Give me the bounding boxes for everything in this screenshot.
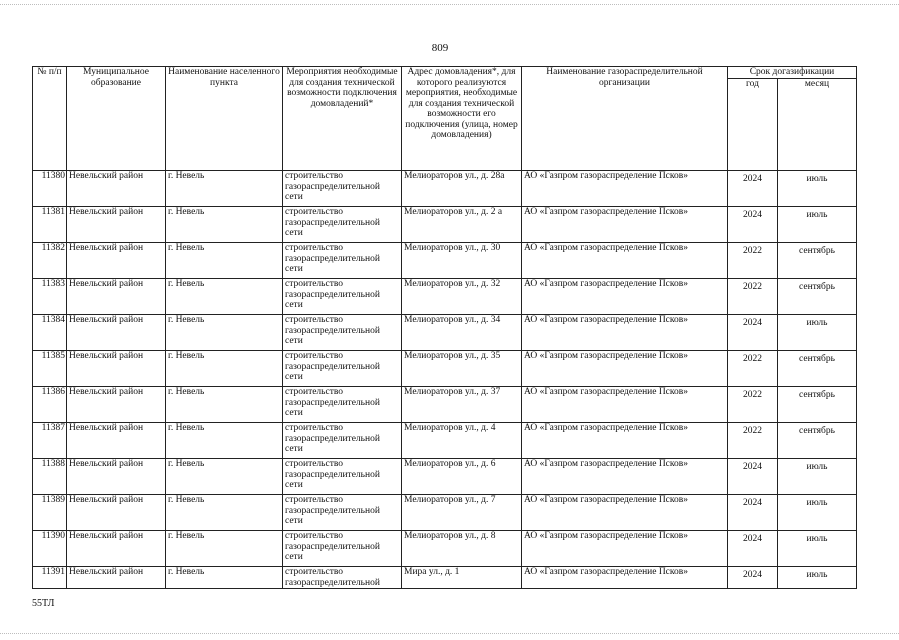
header-month: месяц — [778, 79, 857, 171]
cell-address: Мелиораторов ул., д. 37 — [402, 387, 522, 423]
cell-settlement: г. Невель — [166, 171, 283, 207]
cell-month: сентябрь — [778, 351, 857, 387]
cell-municipality: Невельский район — [67, 567, 166, 589]
cell-measure: строительство газораспределительной сети — [283, 315, 402, 351]
table-row — [33, 495, 857, 531]
cell-measure: строительство газораспределительной сети — [283, 423, 402, 459]
cell-organization: АО «Газпром газораспределение Псков» — [522, 315, 728, 351]
table-row — [33, 315, 857, 351]
cell-address: Мелиораторов ул., д. 35 — [402, 351, 522, 387]
cell-num: 11386 — [33, 387, 67, 423]
header-measures: Мероприятия необходимые для создания технической возможности подключения домовладений* — [283, 67, 402, 171]
cell-month: сентябрь — [778, 243, 857, 279]
cell-month: июль — [778, 315, 857, 351]
cell-address: Мелиораторов ул., д. 2 а — [402, 207, 522, 243]
cell-measure: строительство газораспределительной сети — [283, 171, 402, 207]
table-row — [33, 459, 857, 495]
cell-organization: АО «Газпром газораспределение Псков» — [522, 279, 728, 315]
cell-organization: АО «Газпром газораспределение Псков» — [522, 567, 728, 589]
cell-year: 2022 — [728, 279, 778, 315]
cell-year: 2022 — [728, 243, 778, 279]
cell-settlement: г. Невель — [166, 423, 283, 459]
cell-year: 2024 — [728, 315, 778, 351]
cell-year: 2024 — [728, 531, 778, 567]
cell-num: 11388 — [33, 459, 67, 495]
table-row — [33, 243, 857, 279]
cell-municipality: Невельский район — [67, 459, 166, 495]
cell-municipality: Невельский район — [67, 387, 166, 423]
table-row — [33, 531, 857, 567]
cell-month: сентябрь — [778, 279, 857, 315]
cell-measure: строительство газораспределительной сети — [283, 207, 402, 243]
cell-num: 11382 — [33, 243, 67, 279]
table-row — [33, 423, 857, 459]
table-row — [33, 387, 857, 423]
cell-address: Мира ул., д. 1 — [402, 567, 522, 589]
cell-municipality: Невельский район — [67, 279, 166, 315]
cell-municipality: Невельский район — [67, 531, 166, 567]
cell-address: Мелиораторов ул., д. 7 — [402, 495, 522, 531]
cell-address: Мелиораторов ул., д. 8 — [402, 531, 522, 567]
table-row — [33, 207, 857, 243]
cell-month: июль — [778, 207, 857, 243]
cell-municipality: Невельский район — [67, 207, 166, 243]
cell-month: июль — [778, 567, 857, 589]
gasification-table — [32, 66, 857, 589]
cell-measure: строительство газораспределительной сети — [283, 459, 402, 495]
cell-year: 2022 — [728, 351, 778, 387]
table-row — [33, 567, 857, 589]
cell-settlement: г. Невель — [166, 243, 283, 279]
cell-settlement: г. Невель — [166, 387, 283, 423]
header-organization: Наименование газораспределительной организации — [522, 67, 728, 171]
cell-year: 2024 — [728, 459, 778, 495]
cell-num: 11385 — [33, 351, 67, 387]
scan-edge-bottom — [0, 633, 899, 634]
cell-address: Мелиораторов ул., д. 32 — [402, 279, 522, 315]
cell-measure: строительство газораспределительной сети — [283, 279, 402, 315]
cell-year: 2024 — [728, 207, 778, 243]
cell-num: 11381 — [33, 207, 67, 243]
cell-organization: АО «Газпром газораспределение Псков» — [522, 423, 728, 459]
cell-municipality: Невельский район — [67, 495, 166, 531]
cell-measure: строительство газораспределительной сети — [283, 243, 402, 279]
cell-measure: строительство газораспределительной сети — [283, 531, 402, 567]
cell-organization: АО «Газпром газораспределение Псков» — [522, 243, 728, 279]
cell-municipality: Невельский район — [67, 351, 166, 387]
cell-organization: АО «Газпром газораспределение Псков» — [522, 459, 728, 495]
cell-settlement: г. Невель — [166, 315, 283, 351]
cell-month: июль — [778, 171, 857, 207]
cell-municipality: Невельский район — [67, 315, 166, 351]
cell-organization: АО «Газпром газораспределение Псков» — [522, 207, 728, 243]
cell-year: 2024 — [728, 171, 778, 207]
cell-num: 11389 — [33, 495, 67, 531]
table-row — [33, 171, 857, 207]
page-number: 809 — [431, 42, 449, 54]
cell-address: Мелиораторов ул., д. 28а — [402, 171, 522, 207]
table-body — [33, 171, 857, 589]
cell-settlement: г. Невель — [166, 351, 283, 387]
header-address: Адрес домовладения*, для которого реализуются мероприятия, необходимые для создания технической возможности его подключения (улица, номер домовладения) — [402, 67, 522, 171]
header-year: год — [728, 79, 778, 171]
table-row — [33, 279, 857, 315]
cell-month: сентябрь — [778, 387, 857, 423]
header-deadline: Срок догазификации — [728, 67, 857, 79]
cell-num: 11380 — [33, 171, 67, 207]
cell-municipality: Невельский район — [67, 171, 166, 207]
footer-code: 55ТЛ — [32, 598, 55, 609]
cell-measure: строительство газораспределительной сети — [283, 351, 402, 387]
cell-month: сентябрь — [778, 423, 857, 459]
cell-settlement: г. Невель — [166, 459, 283, 495]
cell-municipality: Невельский район — [67, 243, 166, 279]
cell-year: 2024 — [728, 567, 778, 589]
cell-settlement: г. Невель — [166, 531, 283, 567]
cell-address: Мелиораторов ул., д. 4 — [402, 423, 522, 459]
cell-month: июль — [778, 459, 857, 495]
cell-year: 2022 — [728, 387, 778, 423]
cell-num: 11383 — [33, 279, 67, 315]
cell-month: июль — [778, 531, 857, 567]
cell-address: Мелиораторов ул., д. 6 — [402, 459, 522, 495]
cell-municipality: Невельский район — [67, 423, 166, 459]
cell-num: 11387 — [33, 423, 67, 459]
cell-num: 11390 — [33, 531, 67, 567]
cell-year: 2024 — [728, 495, 778, 531]
cell-measure: строительство газораспределительной сети — [283, 495, 402, 531]
cell-address: Мелиораторов ул., д. 34 — [402, 315, 522, 351]
header-num: № п/п — [33, 67, 67, 171]
cell-organization: АО «Газпром газораспределение Псков» — [522, 531, 728, 567]
cell-settlement: г. Невель — [166, 567, 283, 589]
scan-edge-top — [0, 4, 899, 5]
cell-settlement: г. Невель — [166, 495, 283, 531]
cell-num: 11391 — [33, 567, 67, 589]
cell-month: июль — [778, 495, 857, 531]
cell-organization: АО «Газпром газораспределение Псков» — [522, 495, 728, 531]
cell-address: Мелиораторов ул., д. 30 — [402, 243, 522, 279]
header-settlement: Наименование населенного пункта — [166, 67, 283, 171]
table-row — [33, 351, 857, 387]
cell-organization: АО «Газпром газораспределение Псков» — [522, 171, 728, 207]
cell-year: 2022 — [728, 423, 778, 459]
cell-settlement: г. Невель — [166, 279, 283, 315]
cell-organization: АО «Газпром газораспределение Псков» — [522, 387, 728, 423]
cell-settlement: г. Невель — [166, 207, 283, 243]
cell-measure: строительство газораспределительной — [283, 567, 402, 589]
header-municipality: Муниципальное образование — [67, 67, 166, 171]
cell-num: 11384 — [33, 315, 67, 351]
cell-measure: строительство газораспределительной сети — [283, 387, 402, 423]
cell-organization: АО «Газпром газораспределение Псков» — [522, 351, 728, 387]
